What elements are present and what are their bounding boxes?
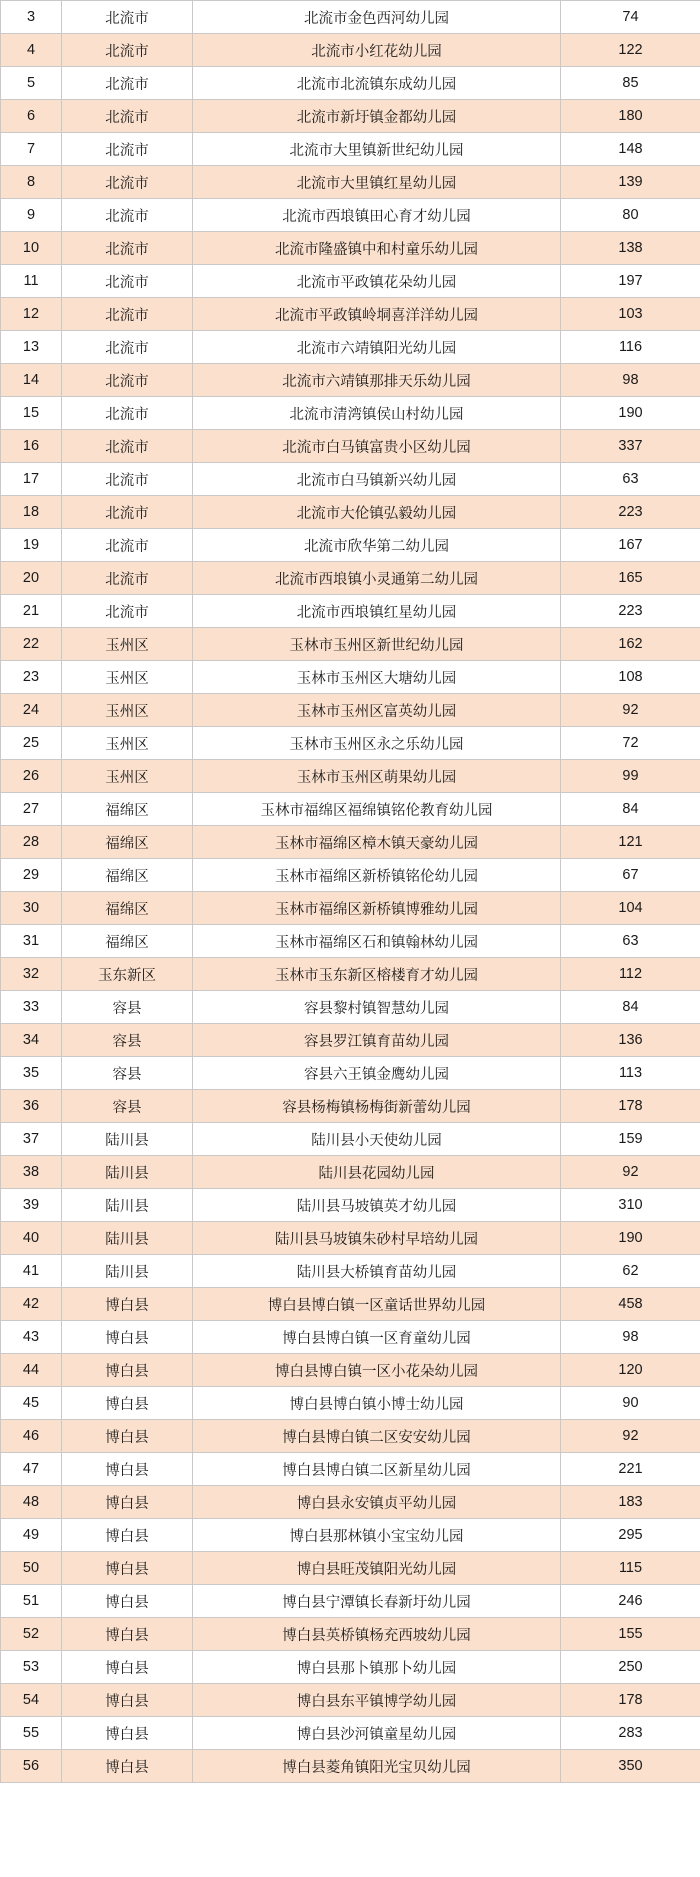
table-row: [1, 1057, 700, 1090]
cell-area: 陆川县: [62, 1255, 193, 1288]
cell-index: 36: [1, 1090, 62, 1123]
cell-index: 13: [1, 331, 62, 364]
cell-count: 178: [561, 1090, 700, 1123]
cell-count: 138: [561, 232, 700, 265]
cell-name: 北流市六靖镇阳光幼儿园: [193, 331, 561, 364]
cell-area: 容县: [62, 1090, 193, 1123]
cell-name: 博白县沙河镇童星幼儿园: [193, 1717, 561, 1750]
table-row: [1, 1123, 700, 1156]
cell-area: 博白县: [62, 1717, 193, 1750]
cell-area: 玉东新区: [62, 958, 193, 991]
cell-index: 55: [1, 1717, 62, 1750]
cell-area: 北流市: [62, 199, 193, 232]
table-row: [1, 529, 700, 562]
table-row: [1, 1321, 700, 1354]
cell-index: 50: [1, 1552, 62, 1585]
cell-index: 24: [1, 694, 62, 727]
table-row: [1, 1288, 700, 1321]
cell-count: 180: [561, 100, 700, 133]
cell-count: 63: [561, 925, 700, 958]
cell-area: 玉州区: [62, 694, 193, 727]
cell-area: 博白县: [62, 1750, 193, 1783]
cell-name: 博白县博白镇小博士幼儿园: [193, 1387, 561, 1420]
cell-name: 容县杨梅镇杨梅街新蕾幼儿园: [193, 1090, 561, 1123]
cell-count: 310: [561, 1189, 700, 1222]
table-row: [1, 1453, 700, 1486]
table-row: [1, 562, 700, 595]
cell-count: 63: [561, 463, 700, 496]
cell-count: 139: [561, 166, 700, 199]
table-row: [1, 958, 700, 991]
cell-index: 39: [1, 1189, 62, 1222]
cell-name: 北流市白马镇富贵小区幼儿园: [193, 430, 561, 463]
cell-count: 155: [561, 1618, 700, 1651]
cell-area: 福绵区: [62, 826, 193, 859]
cell-count: 90: [561, 1387, 700, 1420]
table-row: [1, 1354, 700, 1387]
cell-count: 74: [561, 1, 700, 34]
cell-index: 48: [1, 1486, 62, 1519]
cell-area: 陆川县: [62, 1189, 193, 1222]
cell-name: 容县罗江镇育苗幼儿园: [193, 1024, 561, 1057]
cell-area: 容县: [62, 991, 193, 1024]
cell-count: 159: [561, 1123, 700, 1156]
cell-index: 29: [1, 859, 62, 892]
table-row: [1, 100, 700, 133]
cell-index: 34: [1, 1024, 62, 1057]
cell-index: 4: [1, 34, 62, 67]
cell-name: 玉林市玉州区萌果幼儿园: [193, 760, 561, 793]
table-row: [1, 1519, 700, 1552]
cell-count: 122: [561, 34, 700, 67]
cell-index: 35: [1, 1057, 62, 1090]
cell-area: 博白县: [62, 1651, 193, 1684]
cell-index: 47: [1, 1453, 62, 1486]
cell-area: 北流市: [62, 331, 193, 364]
cell-count: 113: [561, 1057, 700, 1090]
cell-index: 9: [1, 199, 62, 232]
cell-name: 北流市白马镇新兴幼儿园: [193, 463, 561, 496]
table-row: [1, 397, 700, 430]
cell-area: 博白县: [62, 1684, 193, 1717]
cell-index: 37: [1, 1123, 62, 1156]
cell-area: 福绵区: [62, 892, 193, 925]
cell-name: 玉林市玉州区永之乐幼儿园: [193, 727, 561, 760]
cell-area: 北流市: [62, 265, 193, 298]
cell-count: 103: [561, 298, 700, 331]
cell-index: 43: [1, 1321, 62, 1354]
cell-name: 北流市清湾镇侯山村幼儿园: [193, 397, 561, 430]
cell-index: 14: [1, 364, 62, 397]
cell-count: 190: [561, 1222, 700, 1255]
table-row: [1, 1255, 700, 1288]
cell-area: 玉州区: [62, 628, 193, 661]
cell-index: 23: [1, 661, 62, 694]
table-row: [1, 133, 700, 166]
cell-index: 3: [1, 1, 62, 34]
cell-index: 52: [1, 1618, 62, 1651]
cell-count: 99: [561, 760, 700, 793]
cell-area: 博白县: [62, 1387, 193, 1420]
table-row: [1, 1486, 700, 1519]
cell-name: 陆川县马坡镇英才幼儿园: [193, 1189, 561, 1222]
cell-area: 福绵区: [62, 925, 193, 958]
table-row: [1, 1420, 700, 1453]
cell-area: 容县: [62, 1024, 193, 1057]
cell-name: 博白县英桥镇杨充西坡幼儿园: [193, 1618, 561, 1651]
cell-count: 120: [561, 1354, 700, 1387]
cell-index: 44: [1, 1354, 62, 1387]
cell-index: 40: [1, 1222, 62, 1255]
cell-name: 玉林市福绵区福绵镇铭伦教育幼儿园: [193, 793, 561, 826]
cell-count: 84: [561, 991, 700, 1024]
cell-name: 博白县博白镇一区育童幼儿园: [193, 1321, 561, 1354]
cell-count: 337: [561, 430, 700, 463]
table-row: [1, 826, 700, 859]
cell-count: 80: [561, 199, 700, 232]
cell-count: 116: [561, 331, 700, 364]
cell-count: 250: [561, 1651, 700, 1684]
cell-area: 北流市: [62, 298, 193, 331]
cell-index: 46: [1, 1420, 62, 1453]
cell-index: 51: [1, 1585, 62, 1618]
cell-index: 19: [1, 529, 62, 562]
table-row: [1, 859, 700, 892]
cell-name: 北流市欣华第二幼儿园: [193, 529, 561, 562]
cell-count: 190: [561, 397, 700, 430]
cell-count: 112: [561, 958, 700, 991]
cell-index: 56: [1, 1750, 62, 1783]
cell-area: 北流市: [62, 34, 193, 67]
cell-name: 北流市大里镇红星幼儿园: [193, 166, 561, 199]
cell-area: 北流市: [62, 67, 193, 100]
table-row: [1, 661, 700, 694]
cell-area: 北流市: [62, 364, 193, 397]
cell-count: 72: [561, 727, 700, 760]
cell-area: 博白县: [62, 1486, 193, 1519]
table-row: [1, 1552, 700, 1585]
cell-index: 7: [1, 133, 62, 166]
cell-index: 11: [1, 265, 62, 298]
cell-area: 玉州区: [62, 760, 193, 793]
cell-area: 北流市: [62, 100, 193, 133]
cell-count: 85: [561, 67, 700, 100]
cell-name: 容县黎村镇智慧幼儿园: [193, 991, 561, 1024]
cell-area: 博白县: [62, 1519, 193, 1552]
table-row: [1, 265, 700, 298]
cell-name: 北流市北流镇东成幼儿园: [193, 67, 561, 100]
cell-count: 62: [561, 1255, 700, 1288]
table-row: [1, 496, 700, 529]
cell-count: 283: [561, 1717, 700, 1750]
cell-area: 博白县: [62, 1354, 193, 1387]
cell-name: 博白县那林镇小宝宝幼儿园: [193, 1519, 561, 1552]
table-row: [1, 628, 700, 661]
cell-count: 197: [561, 265, 700, 298]
cell-count: 104: [561, 892, 700, 925]
cell-index: 26: [1, 760, 62, 793]
cell-name: 容县六王镇金鹰幼儿园: [193, 1057, 561, 1090]
cell-area: 博白县: [62, 1618, 193, 1651]
cell-index: 10: [1, 232, 62, 265]
table-row: [1, 925, 700, 958]
cell-name: 博白县永安镇贞平幼儿园: [193, 1486, 561, 1519]
cell-name: 博白县东平镇博学幼儿园: [193, 1684, 561, 1717]
cell-count: 167: [561, 529, 700, 562]
cell-area: 北流市: [62, 529, 193, 562]
cell-index: 27: [1, 793, 62, 826]
cell-count: 350: [561, 1750, 700, 1783]
cell-area: 北流市: [62, 463, 193, 496]
cell-name: 北流市平政镇岭垌喜洋洋幼儿园: [193, 298, 561, 331]
table-row: [1, 892, 700, 925]
cell-index: 41: [1, 1255, 62, 1288]
cell-count: 136: [561, 1024, 700, 1057]
cell-index: 54: [1, 1684, 62, 1717]
cell-area: 玉州区: [62, 727, 193, 760]
cell-index: 25: [1, 727, 62, 760]
table-row: [1, 1222, 700, 1255]
cell-count: 98: [561, 364, 700, 397]
table-row: [1, 793, 700, 826]
cell-count: 121: [561, 826, 700, 859]
table-row: [1, 1387, 700, 1420]
cell-name: 北流市六靖镇那排天乐幼儿园: [193, 364, 561, 397]
cell-count: 458: [561, 1288, 700, 1321]
table-row: [1, 232, 700, 265]
cell-name: 北流市小红花幼儿园: [193, 34, 561, 67]
cell-area: 博白县: [62, 1420, 193, 1453]
cell-name: 博白县宁潭镇长春新圩幼儿园: [193, 1585, 561, 1618]
cell-index: 22: [1, 628, 62, 661]
cell-area: 北流市: [62, 562, 193, 595]
cell-count: 223: [561, 595, 700, 628]
cell-name: 北流市金色西河幼儿园: [193, 1, 561, 34]
cell-count: 98: [561, 1321, 700, 1354]
cell-count: 165: [561, 562, 700, 595]
cell-name: 玉林市福绵区新桥镇博雅幼儿园: [193, 892, 561, 925]
cell-area: 北流市: [62, 496, 193, 529]
cell-name: 北流市西埌镇红星幼儿园: [193, 595, 561, 628]
cell-name: 玉林市福绵区石和镇翰林幼儿园: [193, 925, 561, 958]
cell-name: 北流市平政镇花朵幼儿园: [193, 265, 561, 298]
cell-name: 陆川县花园幼儿园: [193, 1156, 561, 1189]
cell-index: 21: [1, 595, 62, 628]
table-row: [1, 1090, 700, 1123]
cell-name: 玉林市玉州区新世纪幼儿园: [193, 628, 561, 661]
cell-name: 北流市西埌镇田心育才幼儿园: [193, 199, 561, 232]
cell-name: 博白县博白镇一区小花朵幼儿园: [193, 1354, 561, 1387]
cell-area: 陆川县: [62, 1123, 193, 1156]
cell-count: 92: [561, 1156, 700, 1189]
cell-count: 246: [561, 1585, 700, 1618]
table-body: [1, 1, 700, 1783]
cell-index: 17: [1, 463, 62, 496]
cell-name: 陆川县马坡镇朱砂村早培幼儿园: [193, 1222, 561, 1255]
cell-name: 博白县旺茂镇阳光幼儿园: [193, 1552, 561, 1585]
cell-index: 53: [1, 1651, 62, 1684]
cell-name: 玉林市玉州区富英幼儿园: [193, 694, 561, 727]
table-row: [1, 1024, 700, 1057]
cell-name: 博白县那卜镇那卜幼儿园: [193, 1651, 561, 1684]
table-row: [1, 1618, 700, 1651]
cell-name: 玉林市玉州区大塘幼儿园: [193, 661, 561, 694]
cell-index: 15: [1, 397, 62, 430]
cell-index: 12: [1, 298, 62, 331]
cell-area: 容县: [62, 1057, 193, 1090]
table-row: [1, 430, 700, 463]
table-row: [1, 991, 700, 1024]
cell-count: 92: [561, 1420, 700, 1453]
table-row: [1, 1651, 700, 1684]
cell-name: 陆川县小天使幼儿园: [193, 1123, 561, 1156]
cell-area: 博白县: [62, 1585, 193, 1618]
cell-index: 5: [1, 67, 62, 100]
cell-count: 67: [561, 859, 700, 892]
cell-count: 162: [561, 628, 700, 661]
cell-area: 博白县: [62, 1552, 193, 1585]
cell-index: 8: [1, 166, 62, 199]
cell-area: 北流市: [62, 232, 193, 265]
cell-index: 20: [1, 562, 62, 595]
cell-area: 陆川县: [62, 1156, 193, 1189]
cell-name: 北流市大里镇新世纪幼儿园: [193, 133, 561, 166]
cell-index: 38: [1, 1156, 62, 1189]
table-row: [1, 364, 700, 397]
cell-area: 北流市: [62, 430, 193, 463]
cell-index: 6: [1, 100, 62, 133]
cell-name: 玉林市福绵区樟木镇天豪幼儿园: [193, 826, 561, 859]
cell-count: 148: [561, 133, 700, 166]
cell-name: 博白县菱角镇阳光宝贝幼儿园: [193, 1750, 561, 1783]
cell-area: 北流市: [62, 1, 193, 34]
table-row: [1, 67, 700, 100]
cell-count: 115: [561, 1552, 700, 1585]
table-row: [1, 1585, 700, 1618]
cell-name: 博白县博白镇二区安安幼儿园: [193, 1420, 561, 1453]
table-row: [1, 727, 700, 760]
cell-area: 博白县: [62, 1321, 193, 1354]
cell-name: 北流市大伦镇弘毅幼儿园: [193, 496, 561, 529]
table-row: [1, 331, 700, 364]
table-row: [1, 760, 700, 793]
cell-area: 北流市: [62, 133, 193, 166]
cell-name: 北流市新圩镇金都幼儿园: [193, 100, 561, 133]
table-row: [1, 298, 700, 331]
cell-index: 49: [1, 1519, 62, 1552]
cell-area: 陆川县: [62, 1222, 193, 1255]
cell-count: 84: [561, 793, 700, 826]
cell-area: 北流市: [62, 397, 193, 430]
cell-name: 博白县博白镇一区童话世界幼儿园: [193, 1288, 561, 1321]
table-row: [1, 595, 700, 628]
table-row: [1, 694, 700, 727]
cell-count: 178: [561, 1684, 700, 1717]
cell-area: 北流市: [62, 166, 193, 199]
cell-name: 北流市西埌镇小灵通第二幼儿园: [193, 562, 561, 595]
table-row: [1, 199, 700, 232]
table-row: [1, 1189, 700, 1222]
cell-index: 32: [1, 958, 62, 991]
cell-name: 陆川县大桥镇育苗幼儿园: [193, 1255, 561, 1288]
cell-name: 北流市隆盛镇中和村童乐幼儿园: [193, 232, 561, 265]
cell-index: 31: [1, 925, 62, 958]
table-row: [1, 1717, 700, 1750]
cell-index: 42: [1, 1288, 62, 1321]
cell-area: 博白县: [62, 1288, 193, 1321]
table-row: [1, 463, 700, 496]
cell-area: 博白县: [62, 1453, 193, 1486]
cell-index: 28: [1, 826, 62, 859]
cell-area: 福绵区: [62, 859, 193, 892]
table-row: [1, 166, 700, 199]
cell-area: 玉州区: [62, 661, 193, 694]
table-row: [1, 1, 700, 34]
table-row: [1, 1156, 700, 1189]
cell-count: 92: [561, 694, 700, 727]
cell-index: 33: [1, 991, 62, 1024]
cell-index: 45: [1, 1387, 62, 1420]
cell-index: 18: [1, 496, 62, 529]
table-row: [1, 34, 700, 67]
cell-count: 183: [561, 1486, 700, 1519]
table-row: [1, 1750, 700, 1783]
cell-index: 30: [1, 892, 62, 925]
cell-count: 223: [561, 496, 700, 529]
cell-name: 玉林市玉东新区榕楼育才幼儿园: [193, 958, 561, 991]
cell-count: 221: [561, 1453, 700, 1486]
cell-index: 16: [1, 430, 62, 463]
cell-area: 北流市: [62, 595, 193, 628]
cell-name: 博白县博白镇二区新星幼儿园: [193, 1453, 561, 1486]
cell-area: 福绵区: [62, 793, 193, 826]
cell-count: 108: [561, 661, 700, 694]
cell-name: 玉林市福绵区新桥镇铭伦幼儿园: [193, 859, 561, 892]
cell-count: 295: [561, 1519, 700, 1552]
table-row: [1, 1684, 700, 1717]
